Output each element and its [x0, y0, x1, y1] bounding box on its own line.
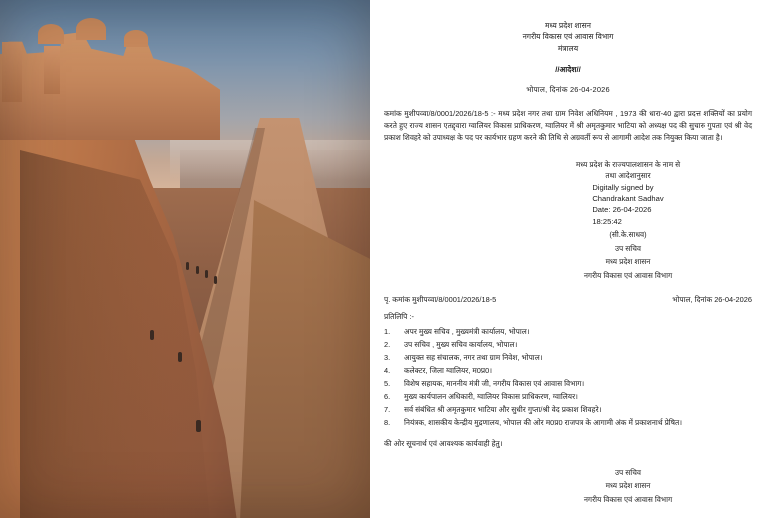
header-line-3: मंत्रालय: [557, 43, 579, 53]
list-item-text: उप सचिव , मुख्य सचिव कार्यालय, भोपाल।: [404, 340, 518, 350]
digital-signature-block: [592, 182, 663, 228]
list-item-text: विशेष सहायक, माननीय मंत्री जी, नगरीय विकास एवं आवास विभाग।: [404, 379, 585, 389]
by-order-line-2: तथा आदेशानुसार: [605, 171, 651, 181]
by-order-line-1: मध्य प्रदेश के राज्यपालशासन के नाम से: [575, 159, 681, 169]
order-tag: //आदेश//: [555, 65, 581, 75]
list-item-text: कलेक्टर, जिला ग्वालियर, म0प्र0।: [404, 366, 493, 376]
list-item: [384, 391, 752, 404]
list-item-text: मुख्य कार्यपालन अधिकारी, ग्वालियर विकास प्राधिकरण, ग्वालियर।: [404, 392, 578, 402]
visitor-figure: [150, 330, 154, 340]
fort-dome: [76, 18, 106, 40]
signatory-org-2: नगरीय विकास एवं आवास विभाग: [583, 270, 673, 280]
list-item-text: अपर मुख्य सचिव , मुख्यमंत्री कार्यालय, भोपाल।: [404, 327, 530, 337]
digital-signature-line-2: Chandrakant Sadhav: [592, 193, 664, 203]
footer-signatory-org-1: मध्य प्रदेश शासन: [605, 481, 651, 491]
document-header: [384, 20, 752, 54]
list-item-number: 6.: [384, 392, 391, 402]
reference-place-date: भोपाल, दिनांक 26-04-2026: [672, 295, 752, 305]
reference-number: पृ. कमांक मुशीपव्वा/8/0001/2026/18-5: [384, 295, 497, 305]
visitor-figure: [186, 262, 189, 270]
digital-signature-line-3: Date: 26-04-2026: [592, 205, 652, 215]
digital-signature-line-4: 18:25:42: [592, 216, 622, 226]
list-item-text: नियंत्रक, शासकीय केन्द्रीय मुद्रणालय, भोपाल की ओर म0प्र0 राजपत्र के आगामी अंक में प्रकाशनार्थ प्रेषित।: [404, 418, 683, 428]
visitor-figure: [205, 270, 208, 278]
header-line-2: नगरीय विकास एवं आवास विभाग: [522, 32, 614, 42]
footer-signatory-title: उप सचिव: [614, 467, 641, 477]
list-item: [384, 404, 752, 417]
list-item: [384, 365, 752, 378]
list-item-number: 4.: [384, 366, 391, 376]
place-date-line: भोपाल, दिनांक 26-04-2026: [526, 85, 610, 95]
list-item-number: 8.: [384, 418, 391, 428]
list-item-number: 5.: [384, 379, 391, 389]
reference-row: [384, 295, 752, 306]
signatory-org-1: मध्य प्रदेश शासन: [605, 257, 651, 267]
footer-signatory-org-2: नगरीय विकास एवं आवास विभाग: [583, 494, 673, 504]
recipient-list: [384, 326, 752, 430]
list-item: [384, 417, 752, 430]
closing-line: की ओर सूचनार्थ एवं आवश्यक कार्यवाही हेतु।: [384, 439, 503, 449]
list-item: [384, 378, 752, 391]
signature-block: [384, 159, 752, 281]
list-item: [384, 352, 752, 365]
visitor-figure: [214, 276, 217, 284]
order-body-text: कमांक मुशीपव्वा/8/0001/2026/18-5 :- मध्य प्रदेश नगर तथा ग्राम निवेश अधिनियम , 1973 की धारा-40 द्वारा प्रदत्त शक्तियों का प्रयोग करते हुए राज्य शासन एतद्द्वारा ग्वालियर विकास प्राधिकरण, ग्वालियर में श्री अमृतकुमार भाटिया को अध्यक्ष पद की सुचारु गुपता एवं श्री वेद प्रकाश शिवहरे को उपाध्यक्ष के पद पर कार्यभार ग्रहण करने की तिथि से अग्रवर्ती रूप से आगामी आदेश तक नियुक्त किया जाता है।: [384, 108, 752, 143]
government-order-document: [370, 0, 768, 518]
fort-dome: [124, 30, 148, 47]
digital-signature-line-1: Digitally signed by: [592, 182, 654, 192]
signatory-name: (सी.के.साधव): [609, 230, 647, 240]
list-item-number: 2.: [384, 340, 391, 350]
list-item-number: 7.: [384, 405, 391, 415]
visitor-figure: [196, 266, 199, 274]
list-item-number: 1.: [384, 327, 391, 337]
list-item-text: आयुक्त सह संचालक, नगर तथा ग्राम निवेश, भोपाल।: [404, 353, 543, 363]
copy-to-heading: प्रतिलिपि :-: [384, 311, 414, 321]
gwalior-fort-photo: [0, 0, 370, 518]
list-item-text: सर्व संबंधित श्री अमृतकुमार भाटिया और सुधीर गुप्ता/श्री वेद प्रकाश शिवहरे।: [404, 405, 602, 415]
fort-dome: [38, 24, 64, 44]
footer-signature-block: [384, 466, 752, 506]
signatory-title: उप सचिव: [614, 243, 641, 253]
list-item-number: 3.: [384, 353, 391, 363]
visitor-figure: [178, 352, 182, 362]
list-item: [384, 339, 752, 352]
header-line-1: मध्य प्रदेश शासन: [544, 21, 591, 30]
list-item: [384, 326, 752, 339]
visitor-figure: [196, 420, 201, 432]
fort-tower: [44, 46, 60, 94]
fort-tower: [2, 42, 22, 102]
